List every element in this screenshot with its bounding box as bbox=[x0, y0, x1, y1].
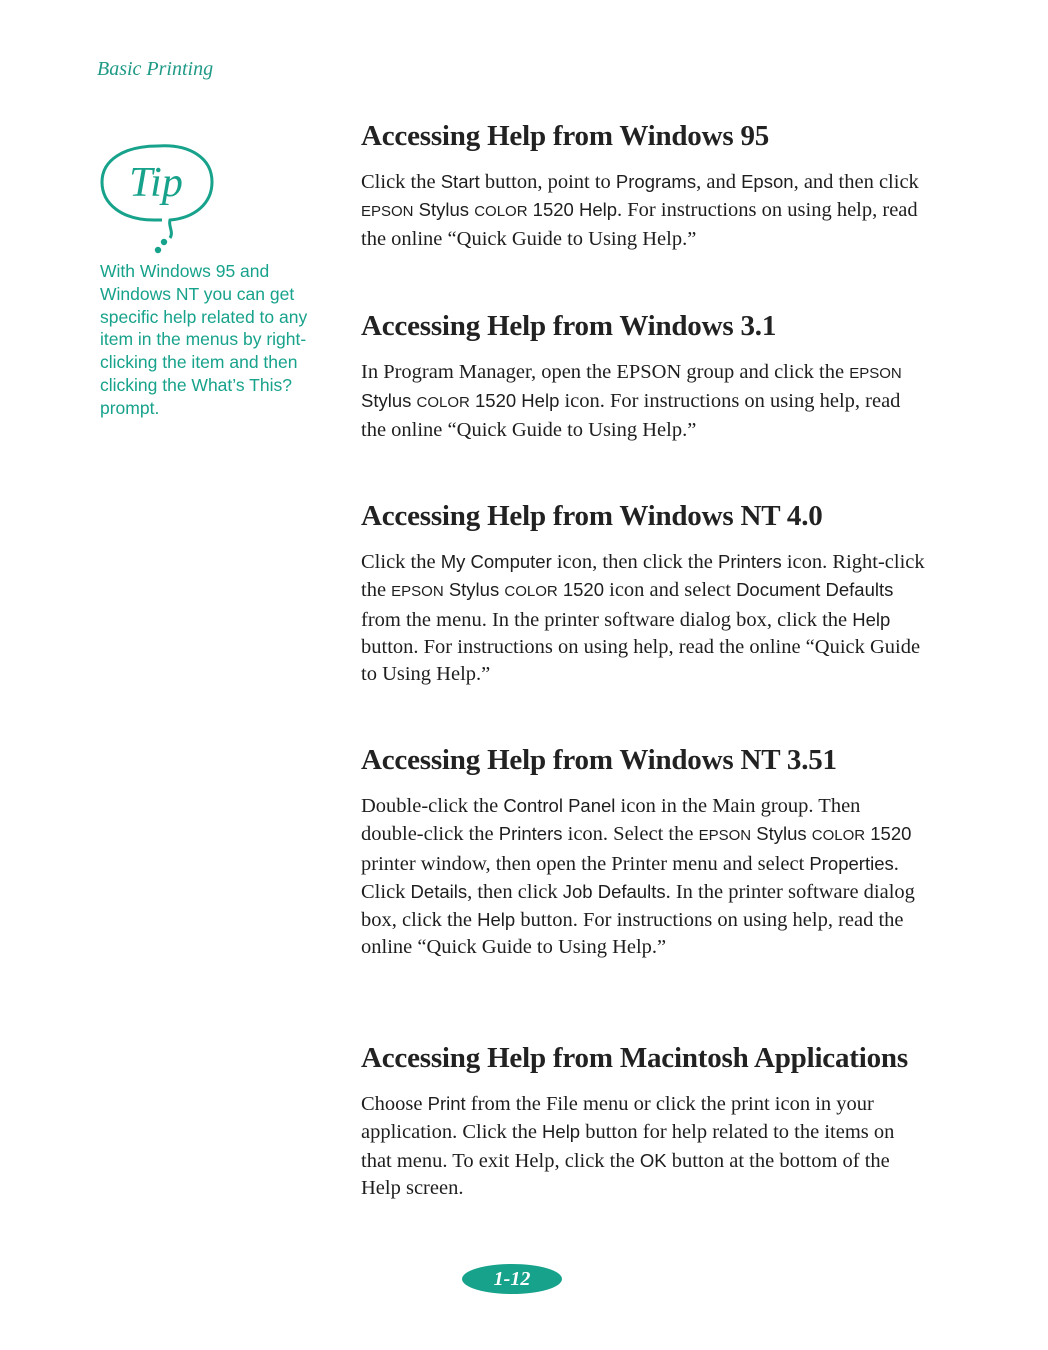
section-heading: Accessing Help from Windows NT 4.0 bbox=[361, 500, 823, 532]
section-macintosh bbox=[361, 1040, 927, 1202]
section-windows-nt-351 bbox=[361, 742, 927, 962]
section-heading: Accessing Help from Windows 3.1 bbox=[361, 310, 777, 342]
page-number-badge: 1-12 bbox=[462, 1264, 562, 1294]
section-windows-95 bbox=[361, 118, 927, 253]
tip-speech-bubble-icon bbox=[98, 138, 218, 258]
section-heading: Accessing Help from Windows NT 3.51 bbox=[361, 744, 837, 776]
section-windows-31 bbox=[361, 308, 927, 444]
section-paragraph: In Program Manager, open the EPSON group and click the EPSON Stylus COLOR 1520 Help icon. For instructions on using help, read the online “Quick Guide to Using Help.” bbox=[361, 361, 902, 441]
section-paragraph: Double-click the Control Panel icon in the Main group. Then double-click the Printers icon. Select the EPSON Stylus COLOR 1520 printer window, then open the Printer menu and select Properties. Click Details, then click Job Defaults. In the printer software dialog box, click the Help button. For instructions on using help, read the online “Quick Guide to Using Help.” bbox=[361, 795, 915, 959]
running-head: Basic Printing bbox=[97, 58, 214, 80]
section-paragraph: Choose Print from the File menu or click the print icon in your application. Click the Help button for help related to the items on that menu. To exit Help, click the OK button at the bottom of the Help screen. bbox=[361, 1093, 895, 1199]
section-heading: Accessing Help from Macintosh Applications bbox=[361, 1042, 908, 1074]
section-paragraph: Click the Start button, point to Programs, and Epson, and then click EPSON Stylus COLOR 1520 Help. For instructions on using help, read the online “Quick Guide to Using Help.” bbox=[361, 171, 919, 250]
tip-logo-text: Tip bbox=[129, 160, 183, 206]
tip-text: With Windows 95 and Windows NT you can get specific help related to any item in the menus by right-clicking the item and then clicking the What’s This? prompt. bbox=[100, 261, 308, 418]
section-heading: Accessing Help from Windows 95 bbox=[361, 120, 770, 152]
section-windows-nt-40 bbox=[361, 498, 927, 688]
section-paragraph: Click the My Computer icon, then click the Printers icon. Right-click the EPSON Stylus COLOR 1520 icon and select Document Defaults from the menu. In the printer software dialog box, click the Help button. For instructions on using help, read the online “Quick Guide to Using Help.” bbox=[361, 551, 925, 686]
